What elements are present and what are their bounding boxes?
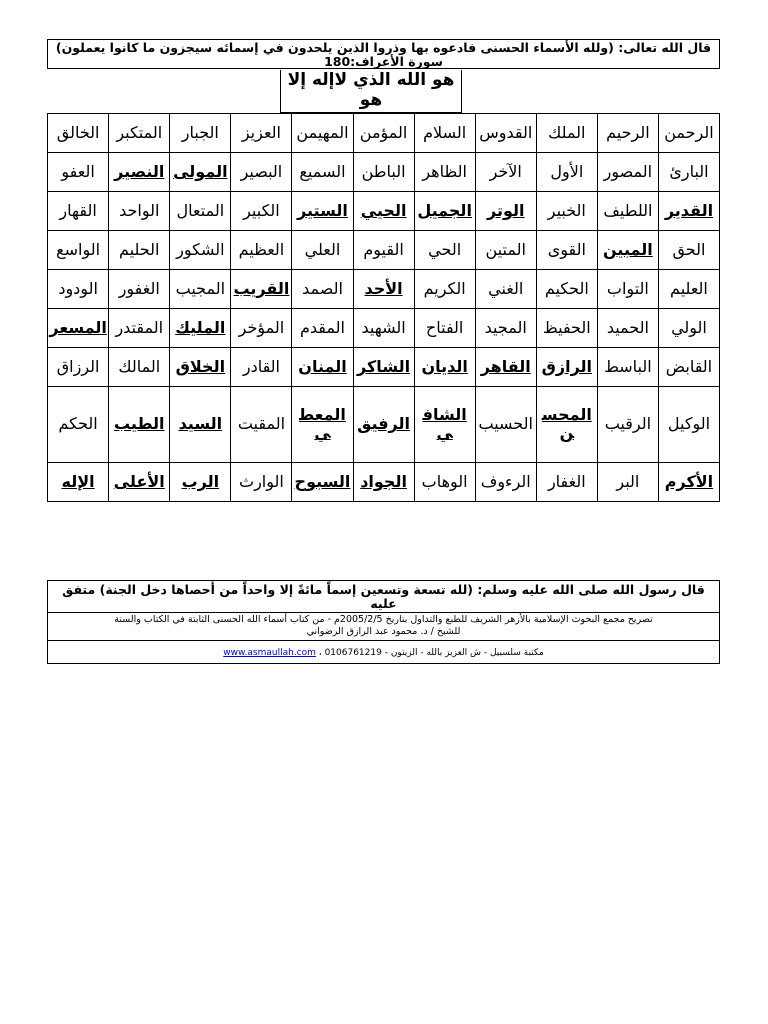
names-row	[48, 462, 720, 501]
name-cell: الكريم	[414, 270, 475, 309]
name-cell: المبين	[597, 231, 658, 270]
name-cell: الرازق	[536, 348, 597, 387]
name-cell: الشافي	[414, 387, 475, 463]
name-cell: الحكم	[48, 387, 109, 463]
name-cell: الخلاق	[170, 348, 231, 387]
name-cell: الكبير	[231, 192, 292, 231]
names-row	[48, 153, 720, 192]
names-grid	[47, 113, 720, 502]
names-grid-body	[48, 114, 720, 502]
name-cell: المقدم	[292, 309, 353, 348]
name-cell: الرحيم	[597, 114, 658, 153]
name-cell: الحي	[414, 231, 475, 270]
phone-number: 0106761219	[324, 648, 382, 658]
name-cell: المليك	[170, 309, 231, 348]
name-cell: العزيز	[231, 114, 292, 153]
name-cell: الوتر	[475, 192, 536, 231]
name-cell: المنان	[292, 348, 353, 387]
name-cell: الباطن	[353, 153, 414, 192]
name-cell: الطيب	[109, 387, 170, 463]
name-cell: الولي	[658, 309, 719, 348]
name-cell: الديان	[414, 348, 475, 387]
page-title: هو الله الذي لاإله إلا هو	[280, 70, 462, 113]
name-cell: التواب	[597, 270, 658, 309]
name-cell: النصير	[109, 153, 170, 192]
name-cell: المؤمن	[353, 114, 414, 153]
name-cell: الشهيد	[353, 309, 414, 348]
name-cell: العفو	[48, 153, 109, 192]
name-cell: الأحد	[353, 270, 414, 309]
name-cell: المقيت	[231, 387, 292, 463]
name-cell: الغني	[475, 270, 536, 309]
name-cell: الستير	[292, 192, 353, 231]
name-cell: القادر	[231, 348, 292, 387]
name-cell: المقتدر	[109, 309, 170, 348]
name-cell: الوهاب	[414, 462, 475, 501]
name-cell: المولى	[170, 153, 231, 192]
name-cell: الرقيب	[597, 387, 658, 463]
names-row	[48, 192, 720, 231]
name-cell: الخالق	[48, 114, 109, 153]
name-cell: القدوس	[475, 114, 536, 153]
name-cell: الحميد	[597, 309, 658, 348]
name-cell: المصور	[597, 153, 658, 192]
names-row	[48, 231, 720, 270]
name-cell: القابض	[658, 348, 719, 387]
name-cell: الباسط	[597, 348, 658, 387]
name-cell: الخبير	[536, 192, 597, 231]
name-cell: اللطيف	[597, 192, 658, 231]
name-cell: المهيمن	[292, 114, 353, 153]
name-cell: السبوح	[292, 462, 353, 501]
name-cell: المسعر	[48, 309, 109, 348]
name-cell: الرب	[170, 462, 231, 501]
name-cell: الغفار	[536, 462, 597, 501]
contact-line	[48, 641, 719, 660]
name-cell: البارئ	[658, 153, 719, 192]
names-row	[48, 270, 720, 309]
footer	[47, 580, 720, 664]
name-cell: الوارث	[231, 462, 292, 501]
name-cell: الواحد	[109, 192, 170, 231]
name-cell: القهار	[48, 192, 109, 231]
verse-text: قال الله تعالى: (ولله الأسماء الحسنى فادعوه بها وذروا الذين يلحدون في إسمائه سيجزون ما كانوا يعملون)	[55, 40, 712, 55]
names-row	[48, 309, 720, 348]
name-cell: الرفيق	[353, 387, 414, 463]
verse-header	[47, 39, 720, 69]
address-text: مكتبة سلسبيل - ش العزيز بالله - الزيتون -	[384, 648, 544, 658]
name-cell: الجميل	[414, 192, 475, 231]
name-cell: الإله	[48, 462, 109, 501]
name-cell: القوى	[536, 231, 597, 270]
name-cell: المجيب	[170, 270, 231, 309]
name-cell: الحق	[658, 231, 719, 270]
name-cell: الرزاق	[48, 348, 109, 387]
name-cell: الحيي	[353, 192, 414, 231]
name-cell: الحفيظ	[536, 309, 597, 348]
name-cell: المعطي	[292, 387, 353, 463]
name-cell: السميع	[292, 153, 353, 192]
verse-reference: سورة الأعراف:180	[324, 54, 443, 69]
name-cell: القاهر	[475, 348, 536, 387]
name-cell: القيوم	[353, 231, 414, 270]
permit-note	[48, 613, 719, 641]
name-cell: الجبار	[170, 114, 231, 153]
name-cell: المالك	[109, 348, 170, 387]
name-cell: الشاكر	[353, 348, 414, 387]
names-row	[48, 348, 720, 387]
name-cell: العلي	[292, 231, 353, 270]
name-cell: الرحمن	[658, 114, 719, 153]
name-cell: الظاهر	[414, 153, 475, 192]
name-cell: البصير	[231, 153, 292, 192]
name-cell: العليم	[658, 270, 719, 309]
name-cell: المؤخر	[231, 309, 292, 348]
name-cell: القدير	[658, 192, 719, 231]
name-cell: العظيم	[231, 231, 292, 270]
name-cell: الحليم	[109, 231, 170, 270]
name-cell: الأكرم	[658, 462, 719, 501]
hadith-text: قال رسول الله صلى الله عليه وسلم: (لله تسعة وتسعين إسماً مائةً إلا واحداً من أحصاها دخل الجنة) متفق عليه	[48, 581, 719, 613]
name-cell: البر	[597, 462, 658, 501]
name-cell: الحسيب	[475, 387, 536, 463]
author-line: للشيخ / د. محمود عبد الرازق الرضواني	[306, 626, 461, 637]
names-row	[48, 387, 720, 463]
name-cell: الحكيم	[536, 270, 597, 309]
name-cell: الغفور	[109, 270, 170, 309]
contact-separator: ،	[318, 648, 322, 658]
name-cell: الواسع	[48, 231, 109, 270]
permit-line: تصريح مجمع البحوث الإسلامية بالأزهر الشريف للطبع والتداول بتاريخ 2005/2/5م - من كتاب أسماء الله الحسنى الثابتة في الكتاب والسنة	[114, 614, 653, 625]
name-cell: الشكور	[170, 231, 231, 270]
name-cell: الودود	[48, 270, 109, 309]
name-cell: الأعلى	[109, 462, 170, 501]
name-cell: القريب	[231, 270, 292, 309]
name-cell: المتين	[475, 231, 536, 270]
name-cell: السلام	[414, 114, 475, 153]
name-cell: الجواد	[353, 462, 414, 501]
name-cell: الآخر	[475, 153, 536, 192]
name-cell: الرءوف	[475, 462, 536, 501]
name-cell: المجيد	[475, 309, 536, 348]
name-cell: المحسن	[536, 387, 597, 463]
name-cell: المتكبر	[109, 114, 170, 153]
name-cell: الفتاح	[414, 309, 475, 348]
name-cell: المتعال	[170, 192, 231, 231]
name-cell: الأول	[536, 153, 597, 192]
names-row	[48, 114, 720, 153]
name-cell: الملك	[536, 114, 597, 153]
name-cell: الوكيل	[658, 387, 719, 463]
name-cell: الصمد	[292, 270, 353, 309]
website-link[interactable]: www.asmaullah.com	[223, 648, 316, 658]
name-cell: السيد	[170, 387, 231, 463]
